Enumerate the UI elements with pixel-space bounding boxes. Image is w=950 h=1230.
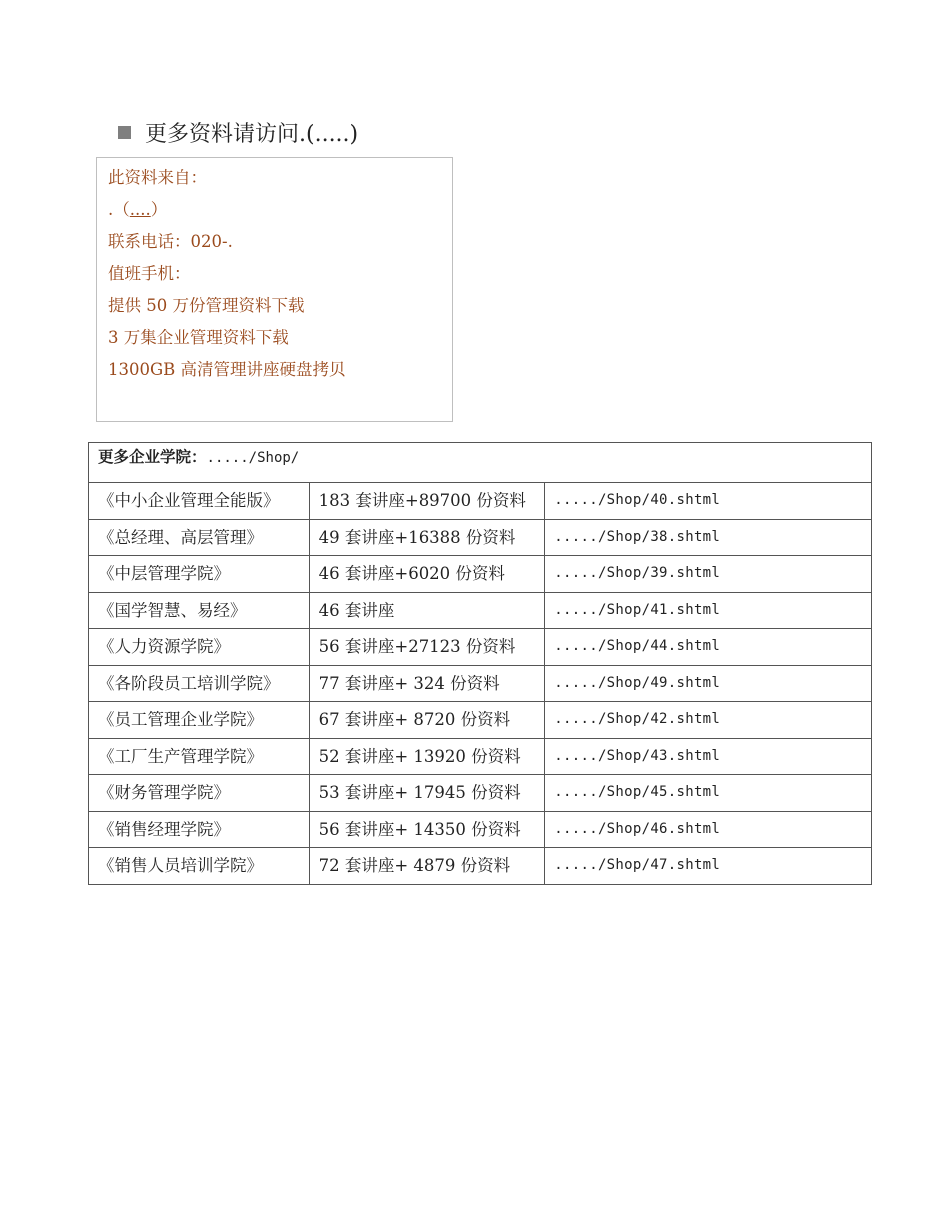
- catalog-header-label: 更多企业学院：: [98, 448, 207, 466]
- source-website-link[interactable]: ....: [129, 200, 151, 219]
- academy-content-cell: 49 套讲座+16388 份资料: [309, 519, 545, 556]
- catalog-header-cell: [89, 443, 872, 483]
- source-website-prefix: .（: [108, 200, 130, 219]
- academy-url-cell[interactable]: ...../Shop/46.shtml: [545, 811, 872, 848]
- table-row: [89, 738, 872, 775]
- academy-name-cell: 《销售人员培训学院》: [89, 848, 310, 885]
- academy-url-cell[interactable]: ...../Shop/44.shtml: [545, 629, 872, 666]
- academy-name-cell: 《中层管理学院》: [89, 556, 310, 593]
- catalog-header-url[interactable]: ...../Shop/: [206, 450, 300, 466]
- academy-url-cell[interactable]: ...../Shop/43.shtml: [545, 738, 872, 775]
- academy-url-cell[interactable]: ...../Shop/40.shtml: [545, 483, 872, 520]
- offer-line-hard-drive: 1300GB 高清管理讲座硬盘拷贝: [108, 360, 346, 379]
- table-row: [89, 592, 872, 629]
- table-row: [89, 556, 872, 593]
- academy-catalog-table: [88, 442, 872, 885]
- duty-mobile: 值班手机：: [108, 264, 191, 283]
- table-row: [89, 483, 872, 520]
- offer-line-videos: 3 万集企业管理资料下载: [108, 328, 289, 347]
- academy-name-cell: 《国学智慧、易经》: [89, 592, 310, 629]
- academy-content-cell: 77 套讲座+ 324 份资料: [309, 665, 545, 702]
- academy-url-cell[interactable]: ...../Shop/39.shtml: [545, 556, 872, 593]
- table-row: [89, 702, 872, 739]
- offer-line-documents: 提供 50 万份管理资料下载: [108, 296, 305, 315]
- source-label: 此资料来自：: [108, 168, 207, 187]
- square-bullet-icon: [118, 126, 131, 139]
- academy-url-cell[interactable]: ...../Shop/38.shtml: [545, 519, 872, 556]
- table-row: [89, 629, 872, 666]
- table-row: [89, 775, 872, 812]
- academy-url-cell[interactable]: ...../Shop/47.shtml: [545, 848, 872, 885]
- table-row: [89, 519, 872, 556]
- heading-text: 更多资料请访问.(.....): [145, 121, 359, 147]
- academy-name-cell: 《工厂生产管理学院》: [89, 738, 310, 775]
- academy-url-cell[interactable]: ...../Shop/42.shtml: [545, 702, 872, 739]
- table-row: [89, 665, 872, 702]
- academy-url-cell[interactable]: ...../Shop/41.shtml: [545, 592, 872, 629]
- academy-name-cell: 《员工管理企业学院》: [89, 702, 310, 739]
- contact-phone: 联系电话：020-.: [108, 232, 233, 251]
- academy-name-cell: 《各阶段员工培训学院》: [89, 665, 310, 702]
- academy-content-cell: 46 套讲座+6020 份资料: [309, 556, 545, 593]
- academy-content-cell: 56 套讲座+27123 份资料: [309, 629, 545, 666]
- academy-name-cell: 《中小企业管理全能版》: [89, 483, 310, 520]
- source-website-suffix: ）: [150, 200, 168, 219]
- academy-content-cell: 183 套讲座+89700 份资料: [309, 483, 545, 520]
- academy-name-cell: 《销售经理学院》: [89, 811, 310, 848]
- academy-content-cell: 56 套讲座+ 14350 份资料: [309, 811, 545, 848]
- academy-content-cell: 67 套讲座+ 8720 份资料: [309, 702, 545, 739]
- source-website-line: [108, 194, 441, 226]
- page-heading: [118, 116, 358, 148]
- academy-content-cell: 52 套讲座+ 13920 份资料: [309, 738, 545, 775]
- academy-url-cell[interactable]: ...../Shop/45.shtml: [545, 775, 872, 812]
- catalog-header-row: [89, 443, 872, 483]
- academy-name-cell: 《人力资源学院》: [89, 629, 310, 666]
- academy-content-cell: 72 套讲座+ 4879 份资料: [309, 848, 545, 885]
- source-info-box: [96, 157, 453, 422]
- academy-content-cell: 53 套讲座+ 17945 份资料: [309, 775, 545, 812]
- table-row: [89, 811, 872, 848]
- table-row: [89, 848, 872, 885]
- academy-content-cell: 46 套讲座: [309, 592, 545, 629]
- academy-name-cell: 《财务管理学院》: [89, 775, 310, 812]
- academy-url-cell[interactable]: ...../Shop/49.shtml: [545, 665, 872, 702]
- academy-name-cell: 《总经理、高层管理》: [89, 519, 310, 556]
